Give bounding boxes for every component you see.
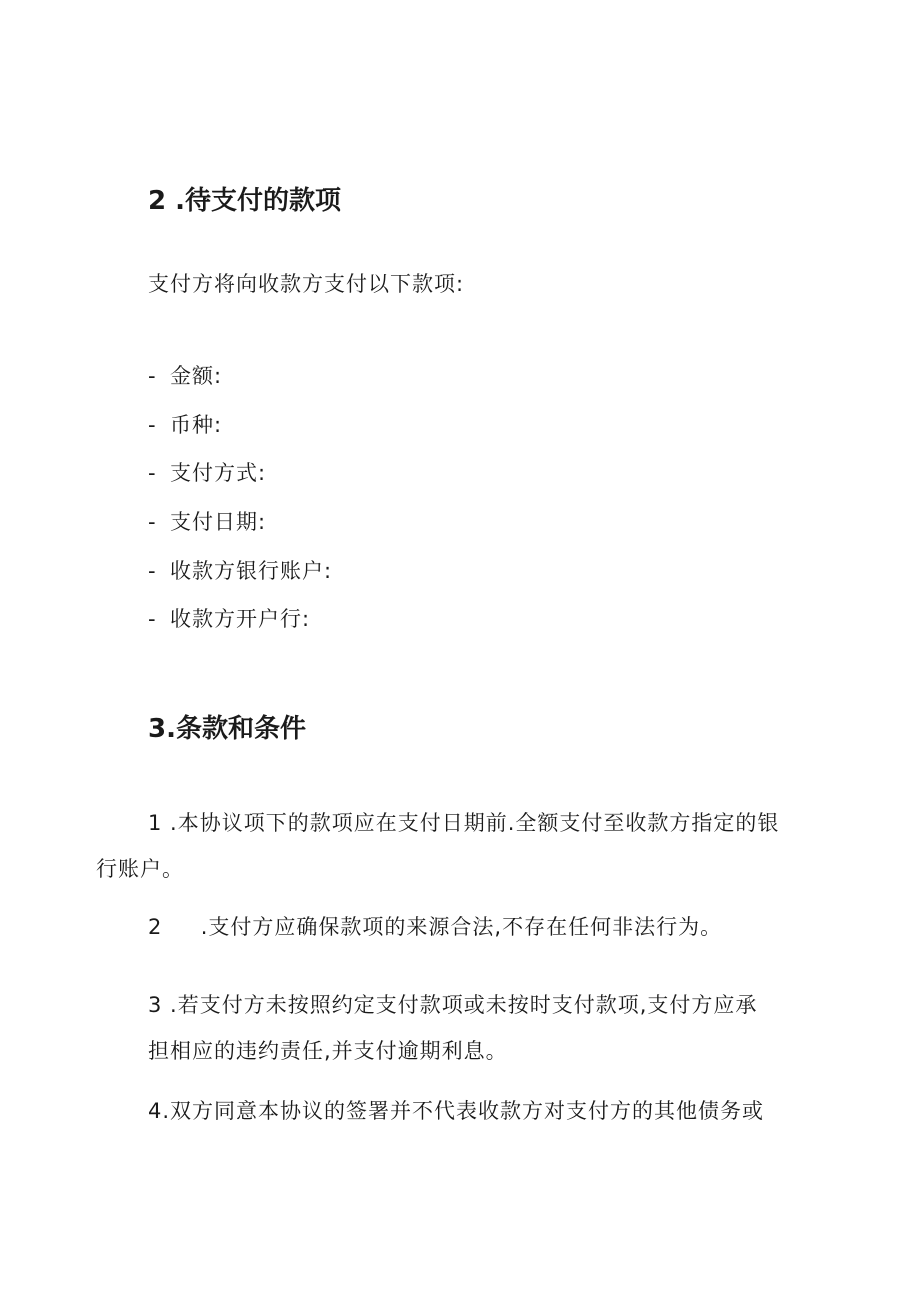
clause-3-line-2: 担相应的违约责任,并支付逾期利息。 [148,1039,508,1063]
list-dash: - [148,510,157,534]
list-item-payment-method [148,457,266,487]
section-2-intro: 支付方将向收款方支付以下款项: [148,272,465,296]
clause-2-line-1: 2 .支付方应确保款项的来源合法,不存在任何非法行为。 [148,915,723,939]
clause-4 [148,1088,828,1134]
list-dash: - [148,607,157,631]
list-item-label: 收款方银行账户: [170,559,333,583]
list-item-label: 金额: [170,364,223,388]
list-item-label: 币种: [170,413,223,437]
clause-3-line-1: 3 .若支付方未按照约定支付款项或未按时支付款项,支付方应承 [148,993,758,1017]
list-dash: - [148,364,157,388]
list-item-label: 支付方式: [170,461,267,485]
clause-1-line-2: 行账户。 [96,857,184,881]
list-item-label: 收款方开户行: [170,607,311,631]
list-dash: - [148,413,157,437]
section-3-heading: 3.条款和条件 [148,714,306,744]
clause-3 [148,982,828,1074]
list-item-payment-date [148,506,266,536]
clause-4-line-1: 4.双方同意本协议的签署并不代表收款方对支付方的其他债务或 [148,1099,765,1123]
clause-1 [96,800,828,892]
list-item-currency [148,409,222,439]
clause-2 [148,904,828,950]
list-dash: - [148,559,157,583]
list-item-bank-account [148,555,332,585]
list-item-label: 支付日期: [170,510,267,534]
list-item-opening-bank [148,603,310,633]
clause-1-line-1: 1 .本协议项下的款项应在支付日期前.全额支付至收款方指定的银 [148,811,780,835]
list-dash: - [148,461,157,485]
list-item-amount [148,360,222,390]
section-2-heading: 2 .待支付的款项 [148,186,342,216]
